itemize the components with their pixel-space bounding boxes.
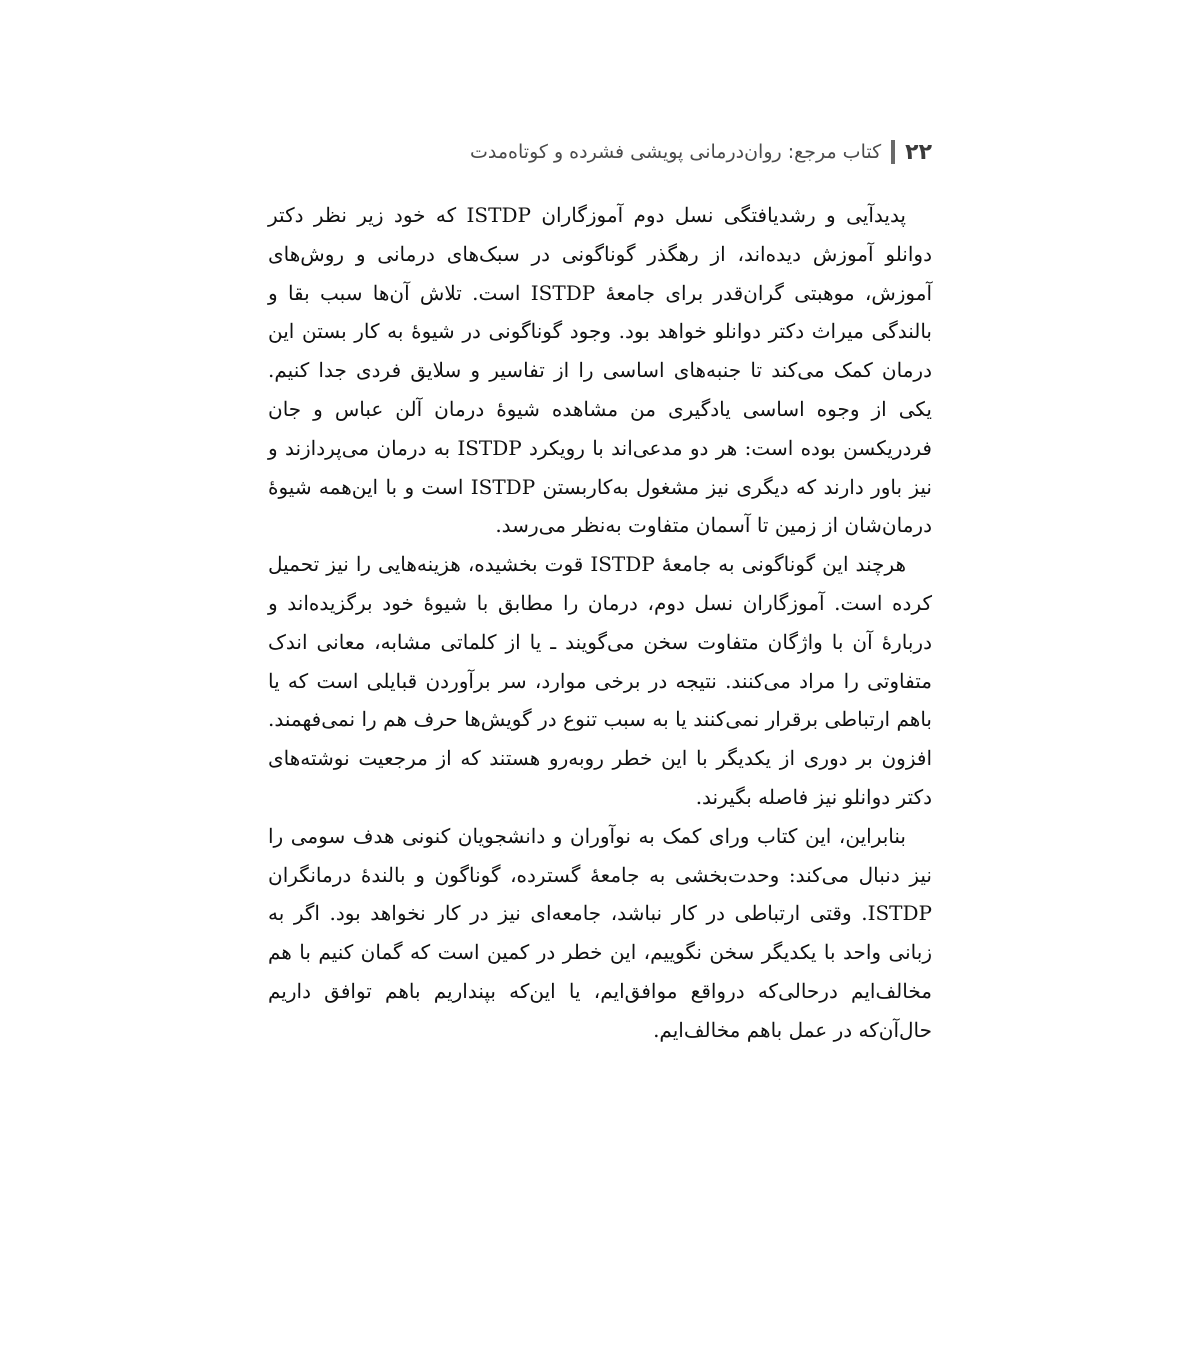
paragraph-3: بنابراین، این کتاب ورای کمک به نوآوران و دانشجویان کنونی هدف سومی را نیز دنبال می‌کند: وحدت‌بخشی به جامعهٔ گسترده، گوناگون و بالندهٔ درمانگران ISTDP. وقتی ارتباطی در کار نباشد، جامعه‌ای نیز در کار نخواهد بود. اگر به زبانی واحد با یکدیگر سخن نگوییم، این خطر در کمین است که گمان کنیم با هم مخالف‌ایم درحالی‌که درواقع موافق‌ایم، یا این‌که بپنداریم باهم توافق داریم حال‌آن‌که در عمل باهم مخالف‌ایم. (268, 823, 932, 1042)
book-title: کتاب مرجع: روان‌درمانی پویشی فشرده و کوتاه‌مدت (470, 141, 882, 163)
header-divider-bar (891, 140, 895, 164)
page-number: ۲۲ (905, 139, 932, 165)
paragraph-1: پدیدآیی و رشدیافتگی نسل دوم آموزگاران ISTDP که خود زیر نظر دکتر دوانلو آموزش دیده‌اند، از رهگذر گوناگونی در سبک‌های درمانی و روش‌های آموزش، موهبتی گران‌قدر برای جامعهٔ ISTDP است. تلاش آن‌ها سبب بقا و بالندگی میراث دکتر دوانلو خواهد بود. وجود گوناگونی در شیوهٔ به کار بستن این درمان کمک می‌کند تا جنبه‌های اساسی را از تفاسیر و سلایق فردی جدا کنیم. یکی از وجوه اساسی یادگیری من مشاهده شیوهٔ درمان آلن عباس و جان فردریکسن بوده است: هر دو مدعی‌اند با رویکرد ISTDP به درمان می‌پردازند و نیز باور دارند که دیگری نیز مشغول به‌کاربستن ISTDP است و با این‌همه شیوهٔ درمان‌شان از زمین تا آسمان متفاوت به‌نظر می‌رسد. (268, 203, 932, 538)
paragraph-2: هرچند این گوناگونی به جامعهٔ ISTDP قوت بخشیده، هزینه‌هایی را نیز تحمیل کرده است. آموزگاران نسل دوم، درمان را مطابق با شیوهٔ خود برگزیده‌اند و دربارهٔ آن با واژگان متفاوت سخن می‌گویند ـ یا از کلماتی مشابه، معانی اندک متفاوتی را مراد می‌کنند. نتیجه در برخی موارد، سر برآوردن قبایلی است که یا باهم ارتباطی برقرار نمی‌کنند یا به سبب تنوع در گویش‌ها حرف هم را نمی‌فهمند. افزون بر دوری از یکدیگر با این خطر روبه‌رو هستند که از مرجعیت نوشته‌های دکتر دوانلو نیز فاصله بگیرند. (268, 552, 932, 809)
running-header (470, 135, 932, 169)
body-text (268, 196, 932, 1050)
